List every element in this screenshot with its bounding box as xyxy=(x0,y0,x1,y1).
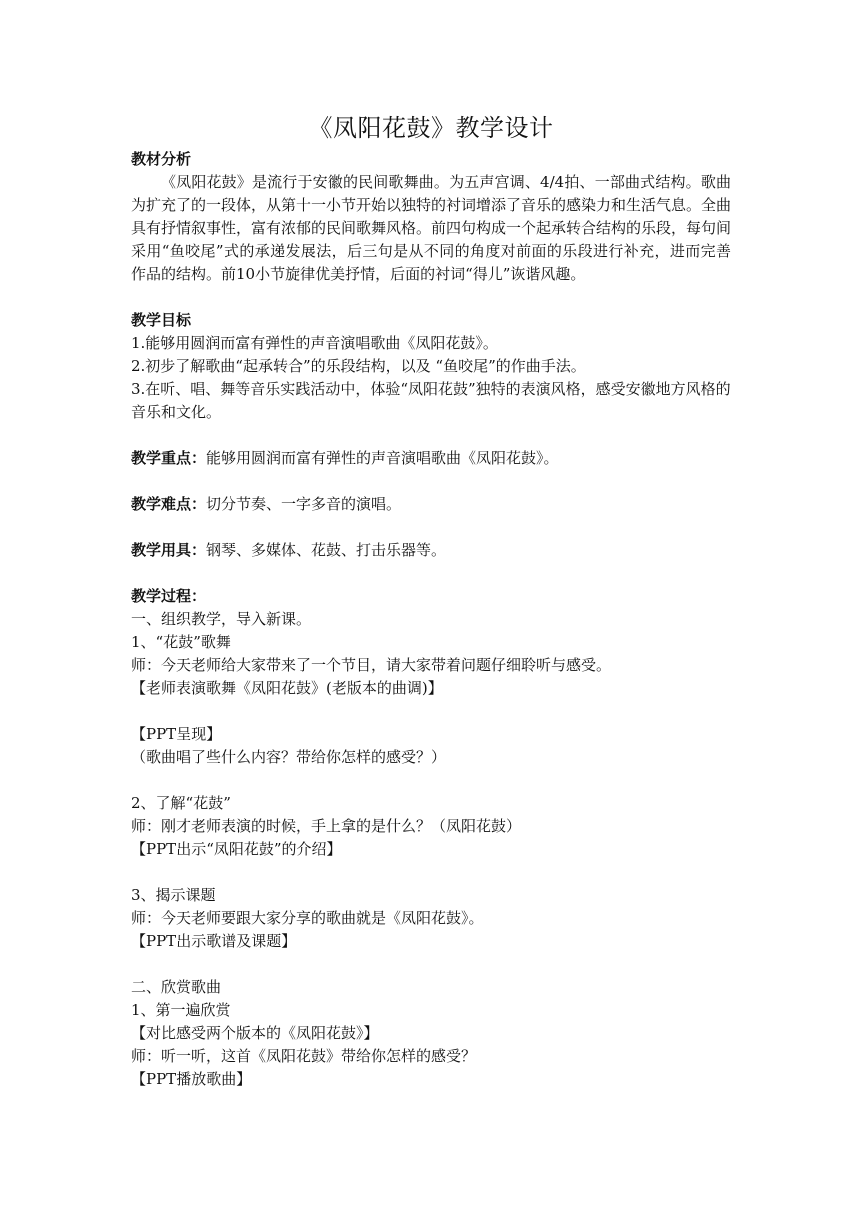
part2-title: 二、欣赏歌曲 xyxy=(131,978,222,996)
s2-title: 2、了解“花鼓” xyxy=(131,794,231,812)
spacer xyxy=(131,861,731,884)
key-point xyxy=(131,447,731,470)
goals-heading: 教学目标 xyxy=(131,311,192,329)
s1-line-1: 师：今天老师给大家带来了一个节目，请大家带着问题仔细聆听与感受。 xyxy=(131,656,612,674)
p2s1-title: 1、第一遍欣赏 xyxy=(131,1001,231,1019)
s1-line-2: 【老师表演歌舞《凤阳花鼓》(老版本的曲调)】 xyxy=(131,679,443,697)
spacer xyxy=(131,953,731,976)
analysis-heading: 教材分析 xyxy=(131,150,192,168)
tools-label: 教学用具： xyxy=(131,541,207,559)
key-point-label: 教学重点： xyxy=(131,449,207,467)
spacer xyxy=(131,424,731,447)
p2s1-line-3: 【PPT播放歌曲】 xyxy=(131,1070,252,1088)
key-point-text: 能够用圆润而富有弹性的声音演唱歌曲《凤阳花鼓》。 xyxy=(206,449,559,467)
tools xyxy=(131,539,731,562)
s2-line-2: 【PPT出示“凤阳花鼓”的介绍】 xyxy=(131,840,342,858)
goal-item-2: 2.初步了解歌曲“起承转合”的乐段结构，以及 “鱼咬尾”的作曲手法。 xyxy=(131,357,586,375)
p2s1-line-1: 【对比感受两个版本的《凤阳花鼓》】 xyxy=(131,1024,379,1042)
analysis-body: 《凤阳花鼓》是流行于安徽的民间歌舞曲。为五声宫调、4/4拍、一部曲式结构。歌曲为扩充了的一段体，从第十一小节开始以独特的衬词增添了音乐的感染力和生活气息。全曲具有抒情叙事性，富有浓郁的民间歌舞风格。前四句构成一个起承转合结构的乐段，每句间采用“鱼咬尾”式的承递发展法，后三句是从不同的角度对前面的乐段进行补充，进而完善作品的结构。前10小节旋律优美抒情，后面的衬词“得儿”诙谐风趣。 xyxy=(131,173,732,283)
goal-item-3: 3.在听、唱、舞等音乐实践活动中，体验“凤阳花鼓”独特的表演风格，感受安徽地方风格的音乐和文化。 xyxy=(131,380,731,421)
spacer xyxy=(131,700,731,723)
p2s1-line-2: 师：听一听，这首《凤阳花鼓》带给你怎样的感受？ xyxy=(131,1047,477,1065)
part1-title: 一、组织教学，导入新课。 xyxy=(131,610,312,628)
s1-line-4: （歌曲唱了些什么内容？带给你怎样的感受？） xyxy=(131,748,447,766)
s1-title: 1、“花鼓”歌舞 xyxy=(131,633,231,651)
s3-line-2: 【PPT出示歌谱及课题】 xyxy=(131,932,297,950)
spacer xyxy=(131,562,731,585)
difficulty-text: 切分节奏、一字多音的演唱。 xyxy=(206,495,402,513)
spacer xyxy=(131,286,731,309)
spacer xyxy=(131,470,731,493)
s1-line-3: 【PPT呈现】 xyxy=(131,725,222,743)
spacer xyxy=(131,769,731,792)
process-heading: 教学过程： xyxy=(131,587,207,605)
tools-text: 钢琴、多媒体、花鼓、打击乐器等。 xyxy=(206,541,447,559)
difficulty xyxy=(131,493,731,516)
document-title: 《凤阳花鼓》教学设计 xyxy=(308,114,554,142)
s2-line-1: 师：刚才老师表演的时候，手上拿的是什么？（凤阳花鼓） xyxy=(131,817,522,835)
s3-title: 3、揭示课题 xyxy=(131,886,216,904)
spacer xyxy=(131,516,731,539)
document-content xyxy=(131,112,731,1091)
s3-line-1: 师：今天老师要跟大家分享的歌曲就是《凤阳花鼓》。 xyxy=(131,909,484,927)
goal-item-1: 1.能够用圆润而富有弹性的声音演唱歌曲《凤阳花鼓》。 xyxy=(131,334,498,352)
difficulty-label: 教学难点： xyxy=(131,495,207,513)
